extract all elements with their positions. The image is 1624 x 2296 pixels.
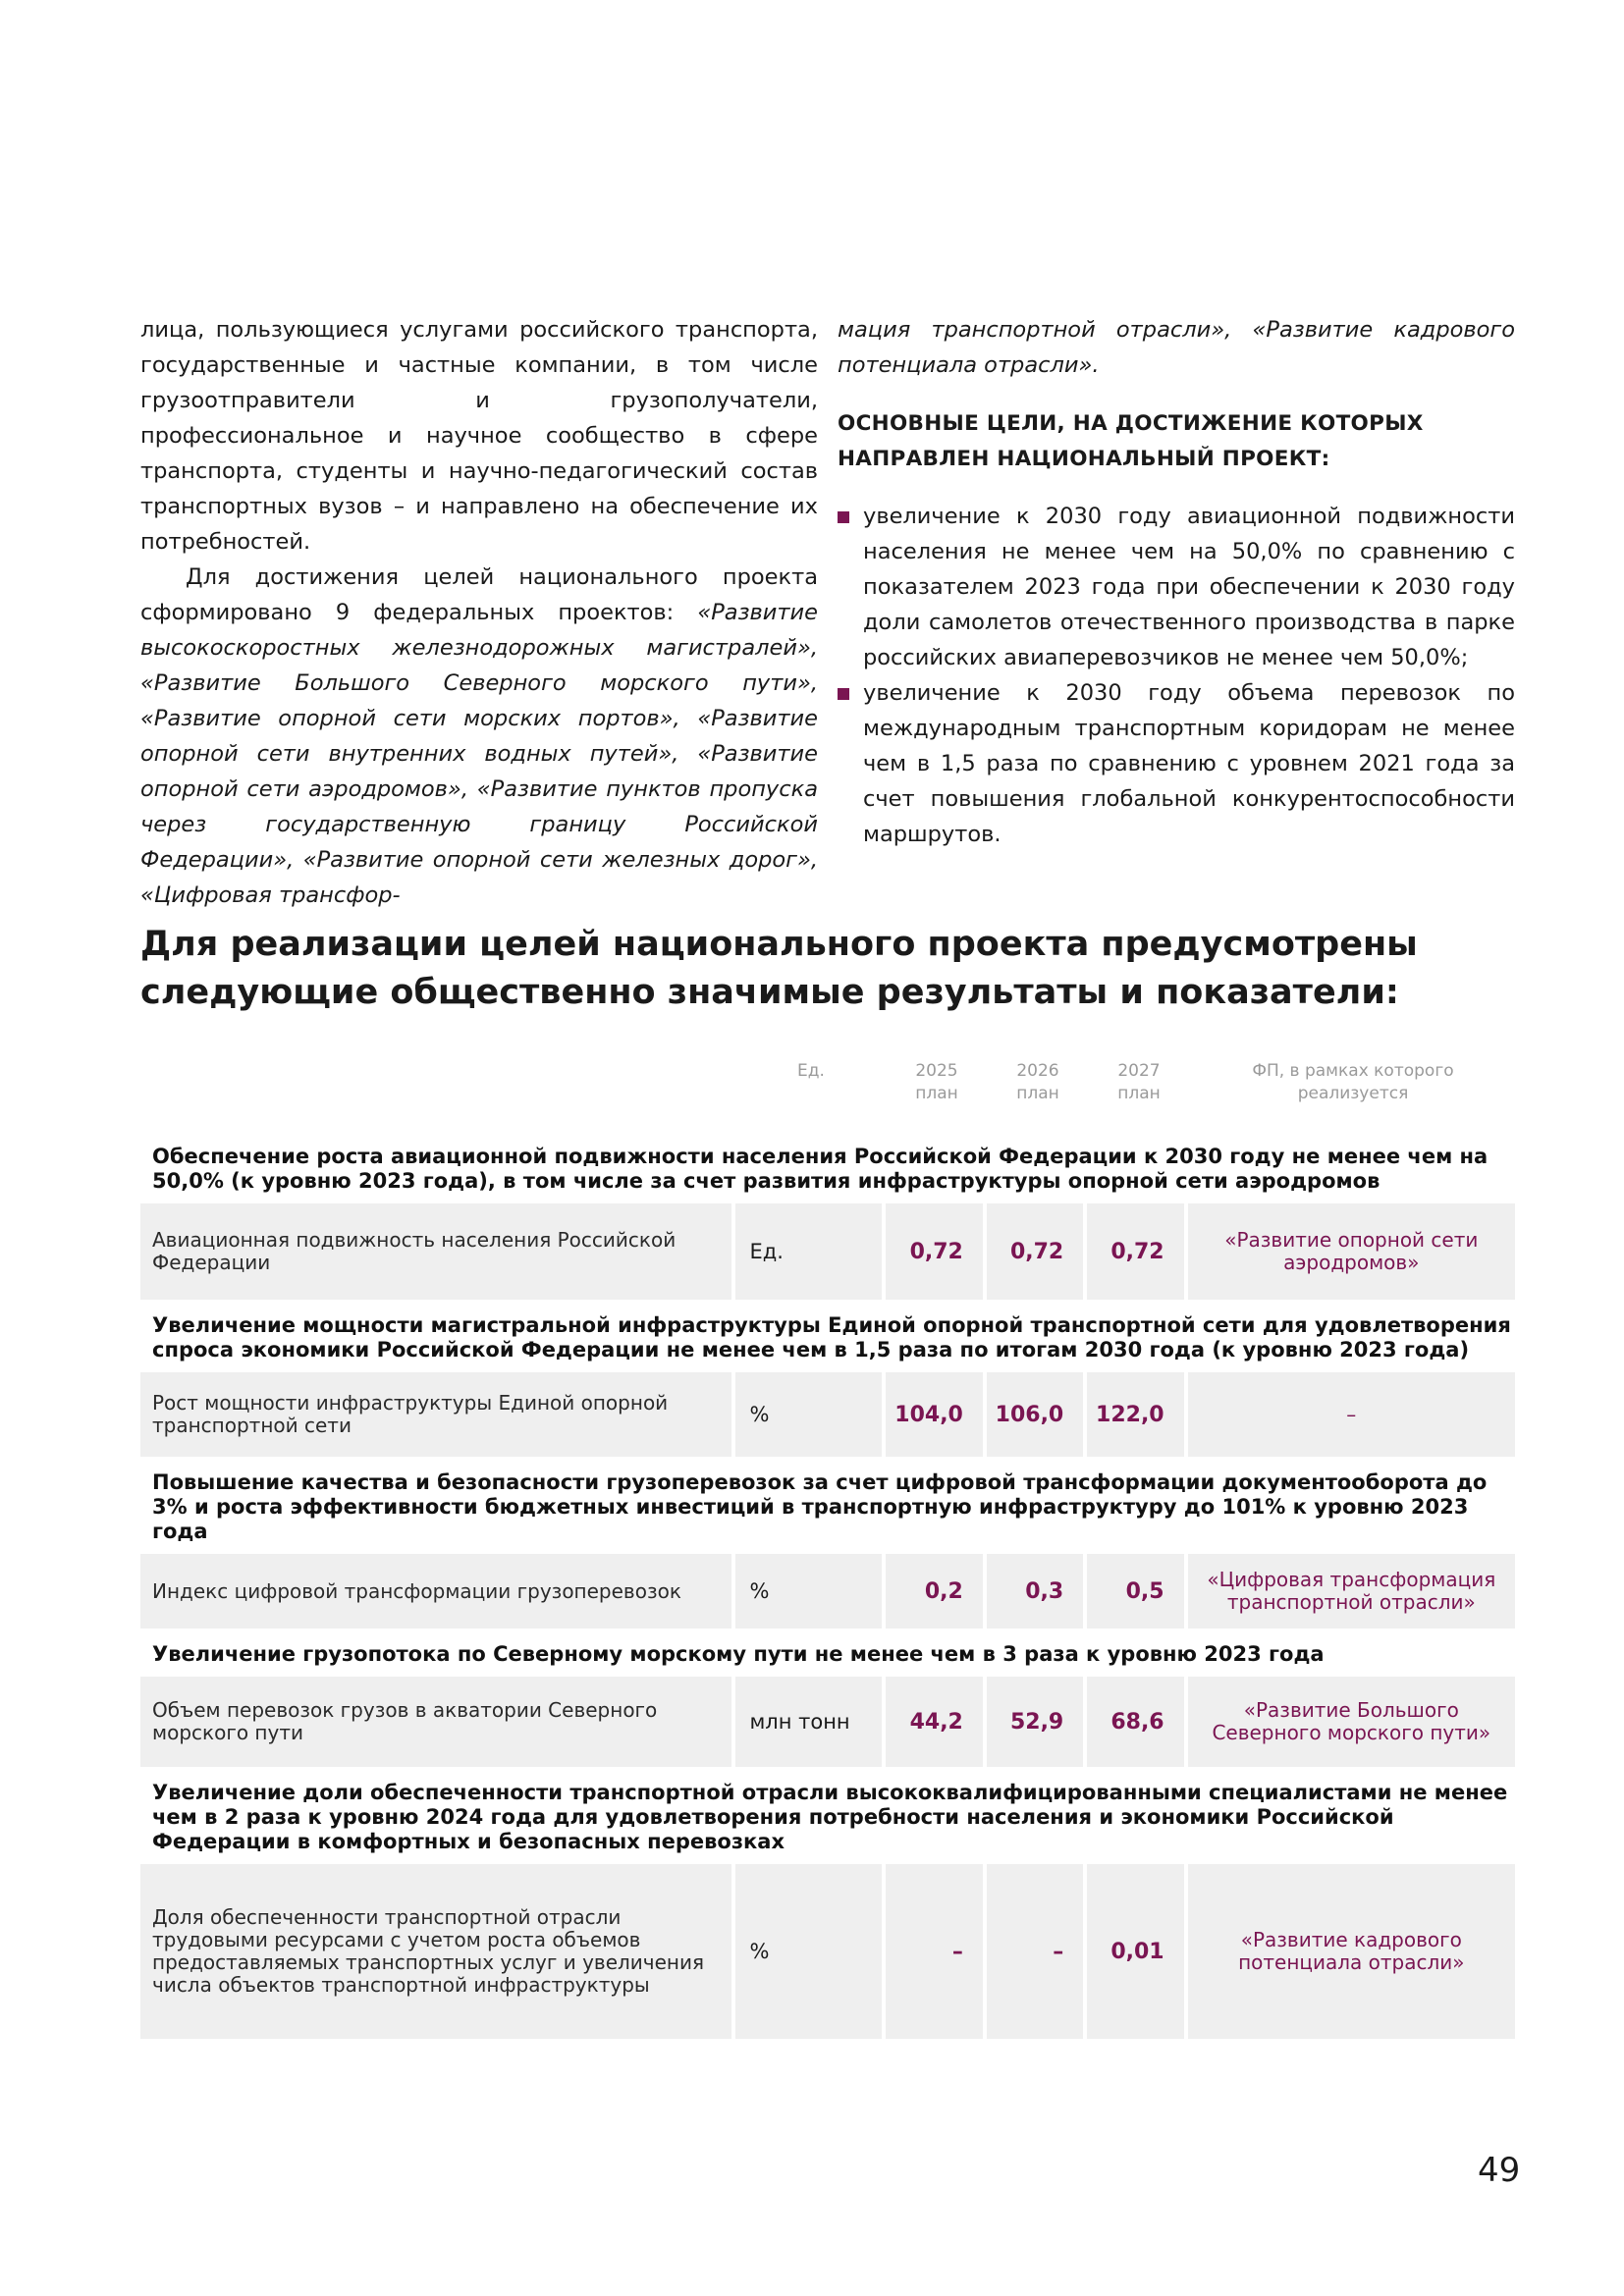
goal-item-text: увеличение к 2030 году объема перевозок по международным транспортным коридорам не менее чем в 1,5 раза по сравнению с уровнем 2021 года за счет повышения глобальной конкурентоспособности маршрутов. — [863, 680, 1515, 847]
goal-item — [838, 499, 1515, 675]
federal-project: «Развитие опорной сети аэродромов» — [1188, 1203, 1515, 1300]
indicator-unit: млн тонн — [735, 1677, 882, 1767]
goal-heading: Увеличение грузопотока по Северному морскому пути не менее чем в 3 раза к уровню 2023 года — [152, 1642, 1325, 1666]
indicator-name: Авиационная подвижность населения Российской Федерации — [140, 1203, 731, 1300]
value-2026: 106,0 — [987, 1372, 1083, 1457]
header-year: 2026 — [1016, 1061, 1059, 1081]
indicator-name: Рост мощности инфраструктуры Единой опорной транспортной сети — [140, 1372, 731, 1457]
right-column — [838, 312, 1515, 852]
value-2026: – — [987, 1864, 1083, 2039]
header-fp: ФП, в рамках которого реализуется — [1252, 1061, 1454, 1103]
indicator-unit: % — [735, 1554, 882, 1629]
federal-project: «Развитие Большого Северного морского пути» — [1188, 1677, 1515, 1767]
header-2027 — [1090, 1060, 1188, 1105]
value-2027: 0,72 — [1087, 1203, 1183, 1300]
indicator-name: Доля обеспеченности транспортной отрасли трудовыми ресурсами с учетом роста объемов предоставляемых транспортных услуг и увеличения числа объектов транспортной инфраструктуры — [140, 1864, 731, 2039]
value-2027: 0,01 — [1087, 1864, 1183, 2039]
header-year: 2027 — [1117, 1061, 1161, 1081]
value-2026: 0,3 — [987, 1554, 1083, 1629]
header-2025 — [888, 1060, 986, 1105]
federal-projects-list: «Развитие высокоскоростных железнодорожных магистралей», «Развитие Большого Северного морского пути», «Развитие опорной сети морских портов», «Развитие опорной сети внутренних водных путей», «Развитие опорной сети аэродромов», «Развитие пунктов пропуска через государственную границу Российской Федерации», «Развитие опорной сети железных дорог», «Цифровая трансфор- — [140, 600, 818, 908]
bullet-square-icon — [838, 688, 849, 700]
left-column — [140, 312, 818, 913]
intro-paragraph-2 — [140, 560, 818, 913]
table-row — [140, 1554, 1515, 1629]
header-plan: план — [1117, 1084, 1161, 1103]
value-2027: 0,5 — [1087, 1554, 1183, 1629]
header-year: 2025 — [915, 1061, 958, 1081]
goal-heading: Увеличение мощности магистральной инфраструктуры Единой опорной транспортной сети для удовлетворения спроса экономики Российской Федерации не менее чем в 1,5 раза по итогам 2030 года (к уровню 2023 года) — [152, 1313, 1511, 1362]
indicator-unit: % — [735, 1372, 882, 1457]
goal-item — [838, 675, 1515, 852]
header-plan: план — [1016, 1084, 1059, 1103]
federal-projects-list-continued: мация транспортной отрасли», «Развитие кадрового потенциала отрасли». — [838, 317, 1515, 378]
header-plan: план — [915, 1084, 958, 1103]
goals-heading: ОСНОВНЫЕ ЦЕЛИ, НА ДОСТИЖЕНИЕ КОТОРЫХ НАПРАВЛЕН НАЦИОНАЛЬНЫЙ ПРОЕКТ: — [838, 411, 1424, 471]
table-header — [140, 1060, 1515, 1109]
value-2025: 0,2 — [886, 1554, 982, 1629]
federal-project: «Развитие кадрового потенциала отрасли» — [1188, 1864, 1515, 2039]
intro-paragraph-2-text: Для достижения целей национального проекта сформировано 9 федеральных проектов: — [140, 564, 818, 625]
table-row — [140, 1864, 1515, 2039]
value-2025: 44,2 — [886, 1677, 982, 1767]
page-number: 49 — [1478, 2151, 1521, 2190]
value-2025: – — [886, 1864, 982, 2039]
goal-heading: Повышение качества и безопасности грузоперевозок за счет цифровой трансформации документооборота до 3% и роста эффективности бюджетных инвестиций в транспортную инфраструктуру до 101% к уровню 2023 года — [152, 1470, 1488, 1543]
table-row — [140, 1203, 1515, 1300]
value-2025: 0,72 — [886, 1203, 982, 1300]
value-2026: 52,9 — [987, 1677, 1083, 1767]
goal-heading: Увеличение доли обеспеченности транспортной отрасли высококвалифицированными специалистами не менее чем в 2 раза к уровню 2024 года для удовлетворения потребности населения и экономики Российской Федерации в комфортных и безопасных перевозках — [152, 1781, 1508, 1853]
indicator-unit: Ед. — [735, 1203, 882, 1300]
value-2026: 0,72 — [987, 1203, 1083, 1300]
indicator-unit: % — [735, 1864, 882, 2039]
table-row — [140, 1677, 1515, 1767]
federal-project: – — [1188, 1372, 1515, 1457]
indicators-table — [140, 1145, 1515, 2053]
section-title: Для реализации целей национального проекта предусмотрены следующие общественно значимые результаты и показатели: — [140, 925, 1418, 1012]
header-unit: Ед. — [797, 1061, 825, 1081]
value-2025: 104,0 — [886, 1372, 982, 1457]
indicator-name: Объем перевозок грузов в акватории Северного морского пути — [140, 1677, 731, 1767]
goals-list — [838, 499, 1515, 852]
intro-paragraph-1: лица, пользующиеся услугами российского транспорта, государственные и частные компании, в том числе грузоотправители и грузополучатели, профессиональное и научное сообщество в сфере транспорта, студенты и научно-педагогический состав транспортных вузов – и направлено на обеспечение их потребностей. — [140, 317, 818, 555]
goal-item-text: увеличение к 2030 году авиационной подвижности населения не менее чем на 50,0% по сравнению с показателем 2023 года при обеспечении к 2030 году доли самолетов отечественного производства в парке российских авиаперевозчиков не менее чем 50,0%; — [863, 504, 1515, 670]
goal-heading: Обеспечение роста авиационной подвижности населения Российской Федерации к 2030 году не менее чем на 50,0% (к уровню 2023 года), в том числе за счет развития инфраструктуры опорной сети аэродромов — [152, 1145, 1489, 1193]
value-2027: 68,6 — [1087, 1677, 1183, 1767]
table-row — [140, 1372, 1515, 1457]
bullet-square-icon — [838, 511, 849, 523]
header-2026 — [989, 1060, 1087, 1105]
value-2027: 122,0 — [1087, 1372, 1183, 1457]
indicator-name: Индекс цифровой трансформации грузоперевозок — [140, 1554, 731, 1629]
federal-project: «Цифровая трансформация транспортной отрасли» — [1188, 1554, 1515, 1629]
